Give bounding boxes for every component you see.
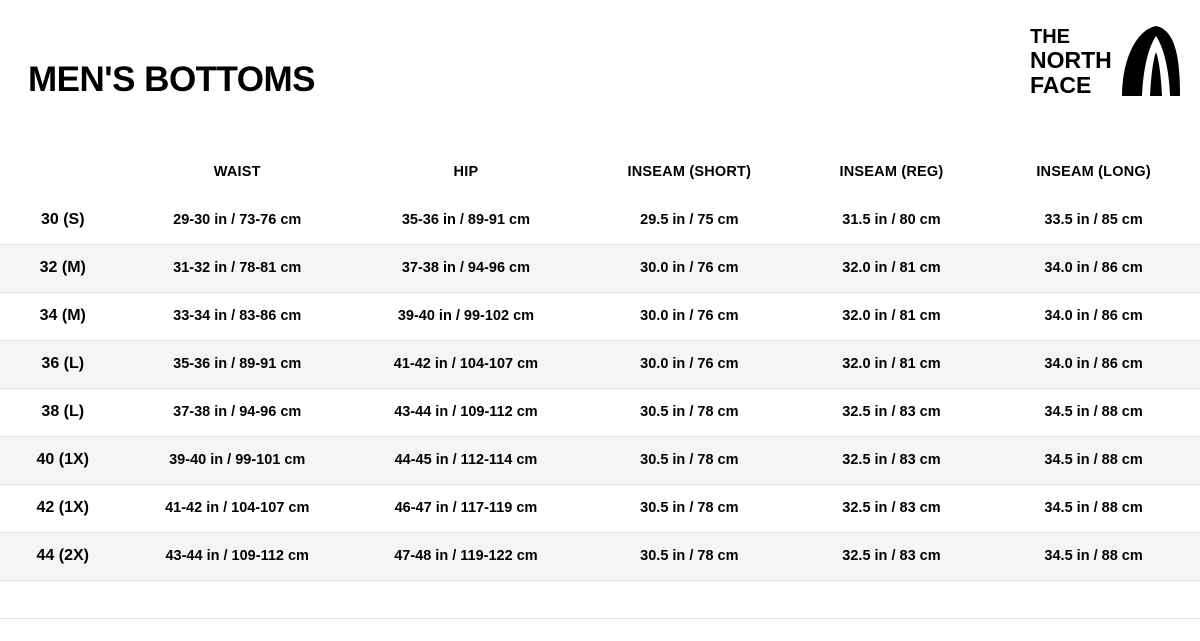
cell-inseam-long: 34.0 in / 86 cm	[1044, 260, 1143, 276]
cell-hip: 35-36 in / 89-91 cm	[401, 211, 531, 228]
cell-hip: 44-45 in / 112-114 cm	[394, 452, 538, 468]
cell-inseam-long: 34.5 in / 88 cm	[1044, 500, 1143, 516]
page-header	[0, 0, 1200, 140]
cell-hip: 46-47 in / 117-119 cm	[394, 500, 538, 516]
cell-size: 36 (L)	[41, 355, 85, 372]
cell-hip: 43-44 in / 109-112 cm	[394, 404, 538, 420]
svg-text:NORTH: NORTH	[1030, 47, 1112, 73]
svg-text:THE: THE	[1030, 26, 1070, 48]
table-row	[0, 532, 1200, 580]
cell-size: 34 (M)	[39, 307, 86, 324]
cell-inseam-reg: 32.0 in / 81 cm	[842, 308, 941, 324]
table-body	[0, 196, 1200, 580]
cell-hip: 39-40 in / 99-102 cm	[397, 308, 535, 324]
cell-inseam-short: 30.5 in / 78 cm	[640, 404, 739, 420]
table-row	[0, 484, 1200, 532]
bottom-divider	[0, 618, 1200, 619]
cell-inseam-long: 34.5 in / 88 cm	[1044, 404, 1143, 420]
cell-waist: 39-40 in / 99-101 cm	[169, 452, 306, 468]
size-chart-table	[0, 148, 1200, 581]
cell-waist: 43-44 in / 109-112 cm	[165, 548, 309, 564]
cell-inseam-long: 34.0 in / 86 cm	[1044, 356, 1143, 372]
cell-inseam-short: 29.5 in / 75 cm	[640, 211, 739, 228]
table-row	[0, 436, 1200, 484]
column-header-hip: HIP	[349, 148, 583, 196]
column-header-size	[0, 148, 126, 196]
table-row	[0, 340, 1200, 388]
cell-inseam-long: 34.0 in / 86 cm	[1044, 308, 1143, 324]
column-header-inseam-short: INSEAM (SHORT)	[583, 148, 796, 196]
cell-size: 38 (L)	[41, 403, 85, 420]
cell-size: 40 (1X)	[36, 451, 89, 468]
table-row	[0, 196, 1200, 244]
cell-waist: 31-32 in / 78-81 cm	[173, 260, 302, 276]
size-chart-table-wrap	[0, 148, 1200, 581]
cell-hip: 47-48 in / 119-122 cm	[394, 548, 538, 564]
table-row	[0, 292, 1200, 340]
cell-inseam-short: 30.5 in / 78 cm	[640, 548, 739, 564]
cell-size: 30 (S)	[40, 210, 85, 228]
column-header-inseam-long: INSEAM (LONG)	[987, 148, 1200, 196]
cell-inseam-long: 34.5 in / 88 cm	[1044, 452, 1143, 468]
cell-inseam-short: 30.0 in / 76 cm	[640, 356, 739, 372]
cell-size: 44 (2X)	[36, 547, 89, 564]
cell-inseam-long: 34.5 in / 88 cm	[1044, 548, 1143, 564]
the-north-face-logo-icon	[1030, 24, 1180, 102]
cell-waist: 29-30 in / 73-76 cm	[173, 211, 302, 228]
cell-inseam-reg: 32.0 in / 81 cm	[842, 356, 941, 372]
cell-waist: 41-42 in / 104-107 cm	[165, 500, 310, 516]
cell-waist: 35-36 in / 89-91 cm	[173, 356, 302, 372]
cell-inseam-long: 33.5 in / 85 cm	[1044, 211, 1143, 228]
svg-text:FACE: FACE	[1030, 72, 1092, 98]
cell-inseam-reg: 32.0 in / 81 cm	[842, 260, 941, 276]
cell-inseam-reg: 32.5 in / 83 cm	[842, 404, 941, 420]
cell-inseam-short: 30.0 in / 76 cm	[640, 308, 739, 324]
cell-inseam-reg: 31.5 in / 80 cm	[842, 211, 941, 228]
table-header-row	[0, 148, 1200, 196]
cell-inseam-reg: 32.5 in / 83 cm	[842, 452, 941, 468]
table-row	[0, 244, 1200, 292]
cell-inseam-short: 30.5 in / 78 cm	[640, 452, 739, 468]
cell-inseam-short: 30.5 in / 78 cm	[640, 500, 739, 516]
cell-inseam-reg: 32.5 in / 83 cm	[842, 548, 941, 564]
cell-hip: 37-38 in / 94-96 cm	[401, 260, 531, 276]
cell-hip: 41-42 in / 104-107 cm	[393, 356, 539, 372]
cell-waist: 37-38 in / 94-96 cm	[173, 404, 302, 420]
cell-waist: 33-34 in / 83-86 cm	[173, 308, 302, 324]
cell-inseam-short: 30.0 in / 76 cm	[640, 260, 739, 276]
page-title: MEN'S BOTTOMS	[28, 60, 316, 99]
cell-size: 32 (M)	[39, 259, 86, 276]
cell-inseam-reg: 32.5 in / 83 cm	[842, 500, 941, 516]
column-header-waist: WAIST	[126, 148, 349, 196]
cell-size: 42 (1X)	[36, 499, 89, 516]
column-header-inseam-reg: INSEAM (REG)	[796, 148, 987, 196]
table-row	[0, 388, 1200, 436]
table-header	[0, 148, 1200, 196]
